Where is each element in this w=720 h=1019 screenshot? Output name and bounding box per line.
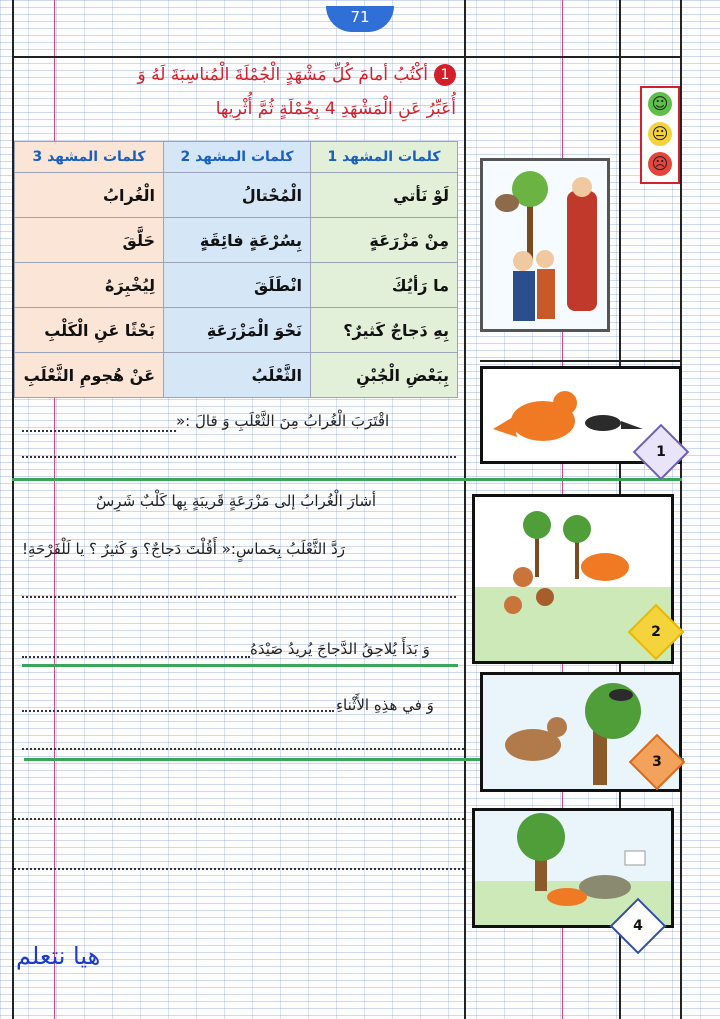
instruction-line-2: أُعَبِّرُ عَنِ الْمَشْهَدِ 4 بِجُمْلَةٍ ثُمَّ أُثْرِيها <box>215 99 456 119</box>
table-cell: عَنْ هُجومِ الثَّعْلَبِ <box>15 353 164 398</box>
table-row <box>15 308 458 353</box>
kids-story-illustration <box>483 161 607 329</box>
table-cell: الْمُحْتالُ <box>164 173 311 218</box>
table-row <box>15 263 458 308</box>
table-cell: الثَّعْلَبُ <box>164 353 311 398</box>
answer-line[interactable] <box>22 656 250 658</box>
brand-footer: هيا نتعلم <box>16 942 101 970</box>
section-divider <box>12 478 682 481</box>
border-line <box>464 0 466 1019</box>
answer-line[interactable] <box>22 430 176 432</box>
table-cell: لَوْ نَأتي <box>311 173 458 218</box>
header-scene-2: كلمات المشهد 2 <box>164 142 311 173</box>
border-line <box>680 0 682 1019</box>
sentence-2: أشارَ الْغُرابُ إلى مَزْرَعَةٍ قَريبَةٍ بِها كَلْبٌ شَرِسٌ <box>96 492 377 510</box>
answer-line[interactable] <box>22 596 456 598</box>
sentence-5: وَ في هذِهِ الأَثْناءِ <box>336 696 434 714</box>
table-cell: حَلَّقَ <box>15 218 164 263</box>
table-cell: انْطَلَقَ <box>164 263 311 308</box>
page-number: 71 <box>326 6 394 32</box>
scene-3-number: 3 <box>652 754 662 770</box>
answer-line[interactable] <box>14 868 464 870</box>
table-cell: ما رَأيُكَ <box>311 263 458 308</box>
table-cell: بِهِ دَجاجٌ كَثيرٌ؟ <box>311 308 458 353</box>
table-row <box>15 353 458 398</box>
table-cell: نَحْوَ الْمَزْرَعَةِ <box>164 308 311 353</box>
table-cell: بِسُرْعَةٍ فائِقَةٍ <box>164 218 311 263</box>
exercise-number: 1 <box>434 64 456 86</box>
sentence-4: وَ بَدَأَ يُلاحِقُ الدَّجاجَ يُريدُ صَيْدَهُ <box>250 640 430 658</box>
answer-line[interactable] <box>22 748 464 750</box>
scene-1-number: 1 <box>656 444 666 460</box>
table-cell: الْغُرابُ <box>15 173 164 218</box>
table-cell: بِبَعْضِ الْجُبْنِ <box>311 353 458 398</box>
answer-line[interactable] <box>22 710 334 712</box>
sad-face-icon[interactable]: ☹ <box>648 152 672 176</box>
table-row <box>15 173 458 218</box>
scene-4-number: 4 <box>633 918 643 934</box>
scene-divider <box>480 360 680 362</box>
table-cell: بَحْثًا عَنِ الْكَلْبِ <box>15 308 164 353</box>
header-scene-3: كلمات المشهد 3 <box>15 142 164 173</box>
table-cell: لِيُخْبِرَهُ <box>15 263 164 308</box>
neutral-face-icon[interactable]: 😐 <box>648 122 672 146</box>
sentence-1: اقْتَرَبَ الْغُرابُ مِنَ الثَّعْلَبِ وَ قالَ :« <box>176 412 390 430</box>
green-rule <box>22 664 458 667</box>
happy-face-icon[interactable]: ☺ <box>648 92 672 116</box>
table-row <box>15 218 458 263</box>
self-evaluation-box <box>640 86 680 184</box>
words-table <box>14 141 458 398</box>
instruction-line-1: أكْتُبُ أمامَ كُلِّ مَشْهَدٍ الْجُمْلَةَ الْمُناسِبَةَ لَهُ وَ <box>137 65 428 85</box>
scene-2-number: 2 <box>651 624 661 640</box>
answer-line[interactable] <box>14 818 464 820</box>
scene-image-intro <box>480 158 610 332</box>
table-cell: مِنْ مَزْرَعَةٍ <box>311 218 458 263</box>
answer-line[interactable] <box>22 456 456 458</box>
exercise-instruction <box>60 58 456 126</box>
sentence-3: رَدَّ الثَّعْلَبُ بِحَماسٍ:« أَقُلْتَ دَجاجٌ؟ وَ كَثيرٌ ؟ يا لَلْفَرْحَةِ! <box>22 540 346 558</box>
table-header-row <box>15 142 458 173</box>
header-scene-1: كلمات المشهد 1 <box>311 142 458 173</box>
